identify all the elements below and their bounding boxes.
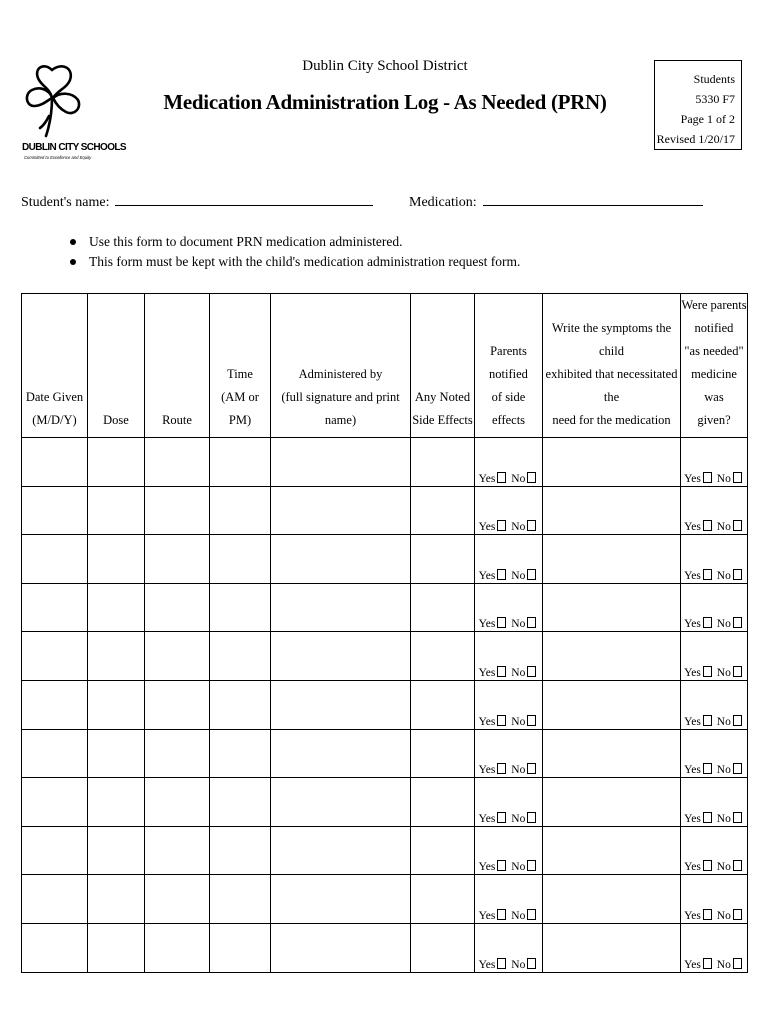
cell-parents-notified-side-effects[interactable]	[475, 826, 543, 875]
cell-symptoms[interactable]	[543, 486, 681, 535]
cell-time[interactable]	[210, 778, 271, 827]
student-name-field	[21, 191, 373, 211]
no-checkbox[interactable]	[733, 472, 742, 483]
no-checkbox[interactable]	[527, 569, 536, 580]
cell-dose[interactable]	[88, 535, 145, 584]
cell-date[interactable]	[22, 826, 88, 875]
yes-label: Yes	[478, 666, 496, 679]
yes-checkbox[interactable]	[703, 958, 712, 969]
cell-parents-notified-given[interactable]	[681, 632, 748, 681]
no-checkbox[interactable]	[733, 569, 742, 580]
cell-side-effects[interactable]	[411, 826, 475, 875]
cell-side-effects[interactable]	[411, 729, 475, 778]
cell-date[interactable]	[22, 778, 88, 827]
table-row	[22, 438, 748, 487]
col-parents-notified-given: Were parents notified "as needed" medicine was given?	[681, 294, 748, 438]
instructions-list	[68, 232, 520, 272]
cell-dose[interactable]	[88, 583, 145, 632]
col-dose: Dose	[88, 294, 145, 438]
no-label: No	[716, 715, 731, 728]
cell-parents-notified-side-effects[interactable]	[475, 486, 543, 535]
col-route: Route	[145, 294, 210, 438]
cell-route[interactable]	[145, 583, 210, 632]
cell-side-effects[interactable]	[411, 680, 475, 729]
col-symptoms: Write the symptoms the child exhibited that necessitated the need for the medication	[543, 294, 681, 438]
no-label: No	[511, 666, 526, 679]
yes-checkbox[interactable]	[497, 617, 506, 628]
table-row	[22, 875, 748, 924]
cell-parents-notified-side-effects[interactable]	[475, 583, 543, 632]
cell-symptoms[interactable]	[543, 729, 681, 778]
page-title: Medication Administration Log - As Needed (PRN)	[163, 90, 607, 114]
cell-dose[interactable]	[88, 875, 145, 924]
instruction-item: This form must be kept with the child's medication administration request form.	[68, 252, 520, 272]
cell-side-effects[interactable]	[411, 486, 475, 535]
no-label: No	[716, 861, 731, 874]
cell-side-effects[interactable]	[411, 632, 475, 681]
yes-label: Yes	[478, 958, 496, 971]
page-number: Page 1 of 2	[680, 112, 735, 126]
yes-checkbox[interactable]	[497, 860, 506, 871]
cell-administered-by[interactable]	[271, 778, 411, 827]
cell-administered-by[interactable]	[271, 486, 411, 535]
yes-label: Yes	[478, 715, 496, 728]
table-row	[22, 729, 748, 778]
cell-side-effects[interactable]	[411, 778, 475, 827]
yes-label: Yes	[684, 861, 701, 874]
no-checkbox[interactable]	[527, 520, 536, 531]
yes-checkbox[interactable]	[497, 715, 506, 726]
yes-checkbox[interactable]	[703, 666, 712, 677]
cell-parents-notified-side-effects[interactable]	[475, 535, 543, 584]
cell-route[interactable]	[145, 778, 210, 827]
cell-parents-notified-given[interactable]	[681, 535, 748, 584]
no-checkbox[interactable]	[527, 472, 536, 483]
policy-category: Students	[693, 72, 735, 86]
no-checkbox[interactable]	[527, 909, 536, 920]
yes-label: Yes	[684, 958, 701, 971]
table-row	[22, 778, 748, 827]
no-checkbox[interactable]	[527, 666, 536, 677]
yes-label: Yes	[684, 618, 701, 631]
yes-checkbox[interactable]	[497, 666, 506, 677]
no-checkbox[interactable]	[527, 812, 536, 823]
cell-dose[interactable]	[88, 778, 145, 827]
cell-parents-notified-given[interactable]	[681, 826, 748, 875]
yes-checkbox[interactable]	[497, 812, 506, 823]
yes-label: Yes	[478, 618, 496, 631]
cell-date[interactable]	[22, 923, 88, 972]
cell-time[interactable]	[210, 875, 271, 924]
no-label: No	[511, 715, 526, 728]
cell-parents-notified-given[interactable]	[681, 680, 748, 729]
no-label: No	[511, 764, 526, 777]
cell-date[interactable]	[22, 486, 88, 535]
cell-route[interactable]	[145, 438, 210, 487]
cell-symptoms[interactable]	[543, 875, 681, 924]
col-time: Time (AM or PM)	[210, 294, 271, 438]
no-checkbox[interactable]	[733, 520, 742, 531]
yes-checkbox[interactable]	[497, 909, 506, 920]
medication-blank[interactable]	[483, 191, 703, 206]
revision-date: Revised 1/20/17	[656, 132, 735, 146]
no-label: No	[716, 764, 731, 777]
cell-time[interactable]	[210, 486, 271, 535]
yes-checkbox[interactable]	[497, 569, 506, 580]
yes-checkbox[interactable]	[703, 520, 712, 531]
cell-symptoms[interactable]	[543, 680, 681, 729]
no-label: No	[511, 472, 526, 485]
medication-label: Medication:	[409, 195, 477, 210]
cell-administered-by[interactable]	[271, 875, 411, 924]
no-label: No	[511, 569, 526, 582]
no-label: No	[716, 666, 731, 679]
cell-side-effects[interactable]	[411, 438, 475, 487]
student-name-label: Student's name:	[21, 195, 110, 210]
table-row	[22, 583, 748, 632]
no-checkbox[interactable]	[733, 958, 742, 969]
policy-code: 5330 F7	[695, 92, 735, 106]
yes-label: Yes	[684, 666, 701, 679]
cell-parents-notified-side-effects[interactable]	[475, 923, 543, 972]
yes-label: Yes	[684, 909, 701, 922]
cell-time[interactable]	[210, 535, 271, 584]
cell-parents-notified-given[interactable]	[681, 778, 748, 827]
yes-checkbox[interactable]	[497, 520, 506, 531]
yes-label: Yes	[478, 472, 496, 485]
yes-checkbox[interactable]	[703, 472, 712, 483]
yes-checkbox[interactable]	[497, 958, 506, 969]
cell-time[interactable]	[210, 826, 271, 875]
cell-parents-notified-given[interactable]	[681, 875, 748, 924]
cell-administered-by[interactable]	[271, 680, 411, 729]
no-checkbox[interactable]	[527, 860, 536, 871]
no-label: No	[716, 472, 731, 485]
cell-date[interactable]	[22, 583, 88, 632]
cell-route[interactable]	[145, 875, 210, 924]
no-checkbox[interactable]	[527, 617, 536, 628]
yes-label: Yes	[478, 909, 496, 922]
cell-side-effects[interactable]	[411, 583, 475, 632]
cell-dose[interactable]	[88, 826, 145, 875]
cell-parents-notified-side-effects[interactable]	[475, 778, 543, 827]
yes-label: Yes	[684, 715, 701, 728]
cell-date[interactable]	[22, 535, 88, 584]
no-label: No	[716, 569, 731, 582]
yes-label: Yes	[684, 521, 701, 534]
no-label: No	[511, 521, 526, 534]
cell-symptoms[interactable]	[543, 438, 681, 487]
cell-parents-notified-side-effects[interactable]	[475, 632, 543, 681]
table-row	[22, 923, 748, 972]
yes-checkbox[interactable]	[497, 763, 506, 774]
yes-label: Yes	[478, 861, 496, 874]
no-checkbox[interactable]	[527, 763, 536, 774]
student-name-blank[interactable]	[115, 191, 373, 206]
cell-date[interactable]	[22, 632, 88, 681]
cell-administered-by[interactable]	[271, 583, 411, 632]
medication-log-table	[21, 293, 748, 973]
logo-wordmark: DUBLIN CITY SCHOOLS	[22, 142, 126, 153]
no-label: No	[511, 958, 526, 971]
no-label: No	[716, 909, 731, 922]
no-label: No	[716, 521, 731, 534]
cell-administered-by[interactable]	[271, 826, 411, 875]
cell-route[interactable]	[145, 923, 210, 972]
cell-symptoms[interactable]	[543, 583, 681, 632]
cell-dose[interactable]	[88, 632, 145, 681]
cell-time[interactable]	[210, 632, 271, 681]
cell-date[interactable]	[22, 680, 88, 729]
yes-label: Yes	[478, 521, 496, 534]
table-row	[22, 632, 748, 681]
no-checkbox[interactable]	[733, 666, 742, 677]
no-checkbox[interactable]	[733, 715, 742, 726]
yes-label: Yes	[478, 812, 496, 825]
col-date-given: Date Given (M/D/Y)	[22, 294, 88, 438]
cell-route[interactable]	[145, 486, 210, 535]
col-side-effects: Any Noted Side Effects	[411, 294, 475, 438]
cell-parents-notified-given[interactable]	[681, 923, 748, 972]
table-row	[22, 826, 748, 875]
yes-label: Yes	[684, 472, 701, 485]
cell-route[interactable]	[145, 826, 210, 875]
cell-side-effects[interactable]	[411, 535, 475, 584]
cell-parents-notified-given[interactable]	[681, 438, 748, 487]
cell-symptoms[interactable]	[543, 778, 681, 827]
no-label: No	[716, 618, 731, 631]
no-label: No	[716, 812, 731, 825]
medication-field	[409, 191, 703, 211]
cell-dose[interactable]	[88, 680, 145, 729]
cell-symptoms[interactable]	[543, 535, 681, 584]
cell-administered-by[interactable]	[271, 535, 411, 584]
cell-time[interactable]	[210, 729, 271, 778]
cell-administered-by[interactable]	[271, 438, 411, 487]
cell-parents-notified-side-effects[interactable]	[475, 875, 543, 924]
cell-route[interactable]	[145, 535, 210, 584]
cell-administered-by[interactable]	[271, 632, 411, 681]
yes-checkbox[interactable]	[703, 763, 712, 774]
cell-administered-by[interactable]	[271, 923, 411, 972]
yes-checkbox[interactable]	[703, 715, 712, 726]
yes-checkbox[interactable]	[703, 909, 712, 920]
yes-checkbox[interactable]	[497, 472, 506, 483]
cell-parents-notified-given[interactable]	[681, 486, 748, 535]
no-checkbox[interactable]	[527, 958, 536, 969]
no-label: No	[511, 861, 526, 874]
cell-parents-notified-given[interactable]	[681, 583, 748, 632]
no-checkbox[interactable]	[733, 617, 742, 628]
no-checkbox[interactable]	[527, 715, 536, 726]
cell-symptoms[interactable]	[543, 923, 681, 972]
header-row	[22, 294, 748, 438]
yes-checkbox[interactable]	[703, 569, 712, 580]
no-label: No	[716, 958, 731, 971]
cell-side-effects[interactable]	[411, 923, 475, 972]
cell-symptoms[interactable]	[543, 632, 681, 681]
cell-time[interactable]	[210, 680, 271, 729]
cell-parents-notified-side-effects[interactable]	[475, 729, 543, 778]
cell-side-effects[interactable]	[411, 875, 475, 924]
cell-parents-notified-side-effects[interactable]	[475, 438, 543, 487]
table-row	[22, 680, 748, 729]
cell-symptoms[interactable]	[543, 826, 681, 875]
cell-parents-notified-given[interactable]	[681, 729, 748, 778]
cell-administered-by[interactable]	[271, 729, 411, 778]
no-checkbox[interactable]	[733, 860, 742, 871]
no-checkbox[interactable]	[733, 812, 742, 823]
cell-time[interactable]	[210, 923, 271, 972]
cell-parents-notified-side-effects[interactable]	[475, 680, 543, 729]
cell-dose[interactable]	[88, 729, 145, 778]
cell-route[interactable]	[145, 729, 210, 778]
cell-route[interactable]	[145, 632, 210, 681]
no-label: No	[511, 618, 526, 631]
cell-time[interactable]	[210, 438, 271, 487]
yes-checkbox[interactable]	[703, 812, 712, 823]
yes-checkbox[interactable]	[703, 860, 712, 871]
col-administered-by: Administered by (full signature and print name)	[271, 294, 411, 438]
no-label: No	[511, 812, 526, 825]
district-name: Dublin City School District	[302, 58, 468, 74]
yes-checkbox[interactable]	[703, 617, 712, 628]
logo-tagline: Committed to Excellence and Equity	[24, 155, 92, 160]
col-parents-notified-side-effects: Parents notified of side effects	[475, 294, 543, 438]
instruction-item: Use this form to document PRN medication administered.	[68, 232, 520, 252]
yes-label: Yes	[478, 569, 496, 582]
cell-dose[interactable]	[88, 486, 145, 535]
policy-code-box	[654, 60, 742, 150]
table-row	[22, 535, 748, 584]
cell-route[interactable]	[145, 680, 210, 729]
no-checkbox[interactable]	[733, 763, 742, 774]
cell-date[interactable]	[22, 438, 88, 487]
no-checkbox[interactable]	[733, 909, 742, 920]
cell-dose[interactable]	[88, 923, 145, 972]
cell-date[interactable]	[22, 875, 88, 924]
table-row	[22, 486, 748, 535]
yes-label: Yes	[684, 812, 701, 825]
cell-date[interactable]	[22, 729, 88, 778]
yes-label: Yes	[478, 764, 496, 777]
no-label: No	[511, 909, 526, 922]
cell-dose[interactable]	[88, 438, 145, 487]
yes-label: Yes	[684, 569, 701, 582]
cell-time[interactable]	[210, 583, 271, 632]
yes-label: Yes	[684, 764, 701, 777]
